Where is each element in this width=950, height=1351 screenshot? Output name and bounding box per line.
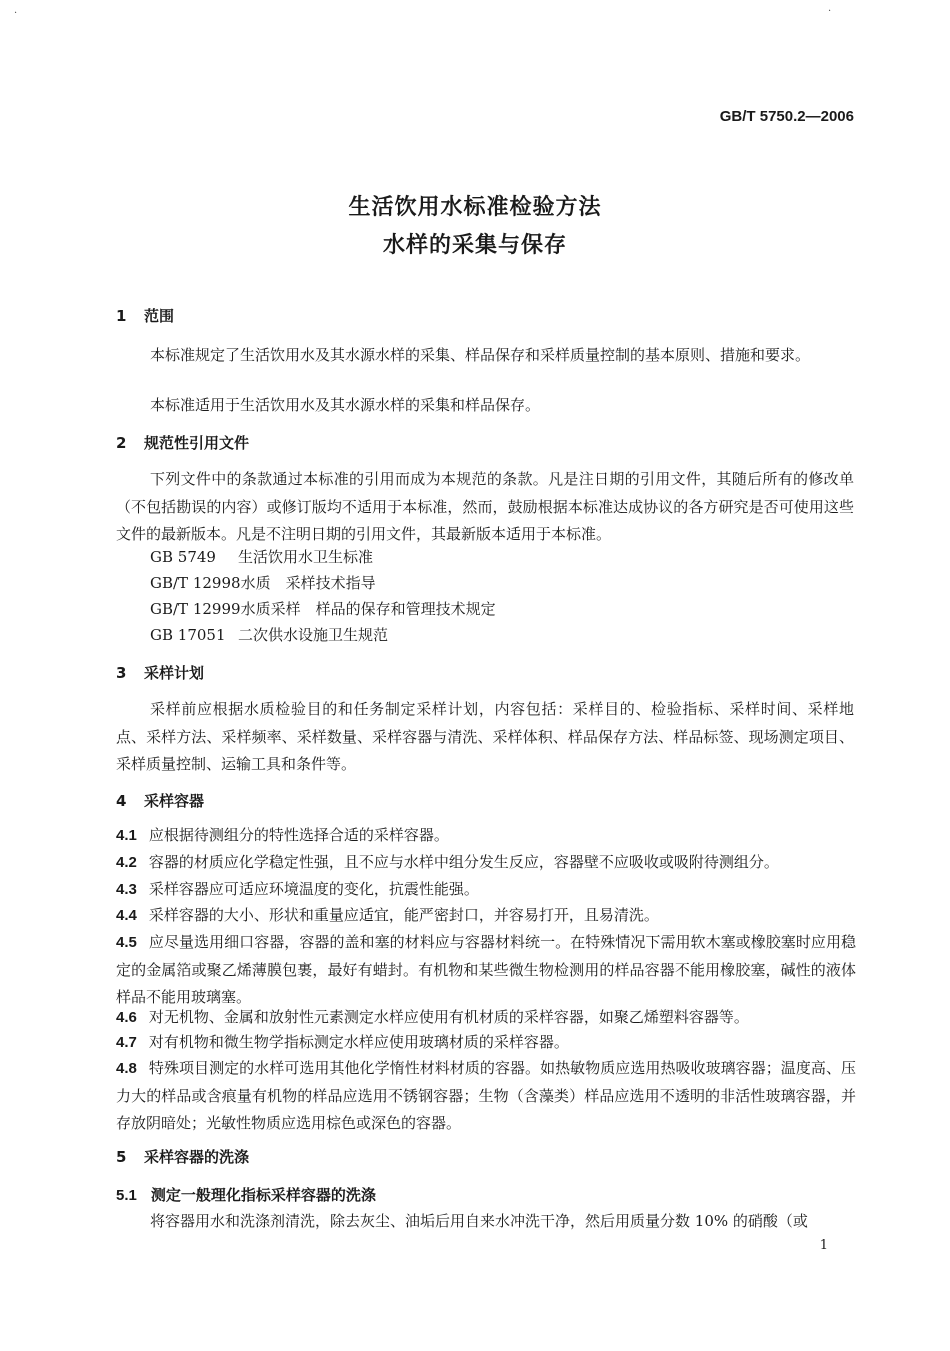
reference-code: GB/T 12999 [150, 600, 241, 618]
title-line-2: 水样的采集与保存 [382, 233, 567, 258]
clause-item [116, 876, 856, 904]
clause-number: 4.4 [116, 907, 137, 924]
clause-item [116, 849, 856, 877]
clause-text: 应根据待测组分的特性选择合适的采样容器。 [148, 826, 449, 844]
reference-title: 水质采样 样品的保存和管理技术规定 [240, 600, 496, 618]
reference-code: GB/T 12998 [150, 574, 241, 592]
clause-number: 4.8 [116, 1060, 137, 1077]
clause-item [116, 1055, 856, 1138]
reference-item [150, 572, 376, 593]
paragraph: 本标准适用于生活饮用水及其水源水样的采集和样品保存。 [150, 396, 541, 414]
clause-text: 容器的材质应化学稳定性强，且不应与水样中组分发生反应，容器壁不应吸收或吸附待测组分。 [148, 853, 779, 871]
reference-title: 二次供水设施卫生规范 [238, 626, 389, 644]
clause-number: 4.5 [116, 934, 137, 951]
subsection-number: 5.1 [116, 1187, 137, 1204]
clause-item [116, 1004, 856, 1032]
reference-item [150, 546, 373, 567]
section-title: 采样容器 [144, 792, 205, 810]
clause-item [116, 822, 856, 850]
page-number: 1 [819, 1238, 828, 1253]
paragraph: 本标准规定了生活饮用水及其水源水样的采集、样品保存和采样质量控制的基本原则、措施和要求。 [150, 346, 811, 364]
section-number: 4 [116, 792, 127, 810]
clause-number: 4.6 [116, 1009, 137, 1026]
reference-title: 生活饮用水卫生标准 [238, 548, 374, 566]
subsection-heading [116, 1184, 376, 1205]
section-number: 5 [116, 1148, 127, 1166]
section-heading-1 [116, 305, 174, 326]
section-heading-5 [116, 1146, 249, 1167]
clause-number: 4.7 [116, 1034, 137, 1051]
section-number: 2 [116, 434, 127, 452]
reference-item [150, 624, 388, 645]
clause-text: 对无机物、金属和放射性元素测定水样应使用有机材质的采样容器，如聚乙烯塑料容器等。 [148, 1008, 749, 1026]
clause-number: 4.3 [116, 881, 137, 898]
section-heading-3 [116, 662, 204, 683]
standard-number: GB/T 5750.2—2006 [719, 108, 854, 125]
paragraph: 下列文件中的条款通过本标准的引用而成为本规范的条款。凡是注日期的引用文件，其随后所有的修改单（不包括勘误的内容）或修订版均不适用于本标准，然而，鼓励根据本标准达成协议的各方研究是否可使用这些文件的最新版本。凡是不注明日期的引用文件，其最新版本适用于本标准。 [116, 470, 854, 543]
clause-text: 采样容器的大小、形状和重量应适宜，能严密封口，并容易打开，且易清洗。 [148, 906, 659, 924]
title-line-1: 生活饮用水标准检验方法 [348, 195, 602, 220]
section-number: 1 [116, 307, 127, 325]
scan-corner-mark: · [14, 8, 18, 19]
clause-number: 4.1 [116, 827, 137, 844]
reference-code: GB 17051 [150, 626, 226, 644]
reference-code: GB 5749 [150, 548, 216, 566]
section-title: 范围 [144, 307, 175, 325]
subsection-title: 测定一般理化指标采样容器的洗涤 [150, 1186, 376, 1204]
reference-item [150, 598, 496, 619]
scan-corner-mark: · [828, 6, 832, 17]
section-heading-2 [116, 432, 249, 453]
section-title: 规范性引用文件 [144, 434, 250, 452]
clause-item [116, 902, 856, 930]
clause-text: 特殊项目测定的水样可选用其他化学惰性材料材质的容器。如热敏物质应选用热吸收玻璃容器；温度高、压力大的样品或含痕量有机物的样品应选用不锈钢容器；生物（含藻类）样品应选用不透明的非活性玻璃容器，并存放阴暗处；光敏性物质应选用棕色或深色的容器。 [116, 1059, 856, 1132]
section-number: 3 [116, 664, 127, 682]
clause-text: 应尽量选用细口容器，容器的盖和塞的材料应与容器材料统一。在特殊情况下需用软木塞或橡胶塞时应用稳定的金属箔或聚乙烯薄膜包裹，最好有蜡封。有机物和某些微生物检测用的样品容器不能用橡胶塞，碱性的液体样品不能用玻璃塞。 [116, 933, 856, 1006]
clause-number: 4.2 [116, 854, 137, 871]
section-heading-4 [116, 790, 204, 811]
clause-text: 采样容器应可适应环境温度的变化，抗震性能强。 [148, 880, 479, 898]
clause-text: 对有机物和微生物学指标测定水样应使用玻璃材质的采样容器。 [148, 1033, 569, 1051]
paragraph: 采样前应根据水质检验目的和任务制定采样计划，内容包括：采样目的、检验指标、采样时间、采样地点、采样方法、采样频率、采样数量、采样容器与清洗、采样体积、样品保存方法、样品标签、现场测定项目、采样质量控制、运输工具和条件等。 [116, 700, 854, 773]
section-title: 采样容器的洗涤 [144, 1148, 250, 1166]
section-title: 采样计划 [144, 664, 205, 682]
paragraph: 将容器用水和洗涤剂清洗，除去灰尘、油垢后用自来水冲洗干净，然后用质量分数 10% 的硝酸（或 [150, 1212, 808, 1230]
clause-item [116, 1029, 856, 1057]
clause-item [116, 929, 856, 1012]
reference-title: 水质 采样技术指导 [240, 574, 376, 592]
